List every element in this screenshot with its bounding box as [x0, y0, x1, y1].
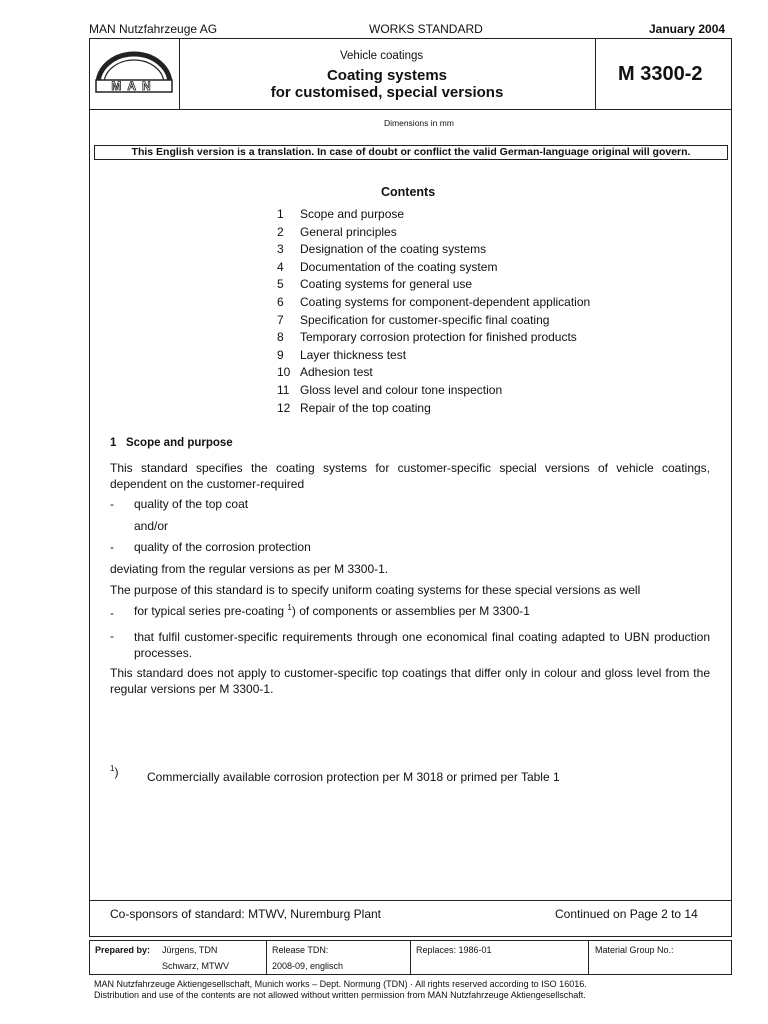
- man-logo: [94, 50, 174, 103]
- toc-number: 12: [277, 400, 291, 415]
- toc-number: 3: [277, 242, 284, 257]
- replaces-text: Replaces: 1986-01: [416, 945, 492, 955]
- prepared-name: Schwarz, MTWV: [162, 961, 230, 971]
- toc-entry: Adhesion test: [300, 365, 373, 380]
- toc-number: 1: [277, 207, 284, 221]
- bullet-text: for typical series pre-coating $^1$) of components or assemblies per M 3300-1: [134, 603, 530, 618]
- dimensions-note: Dimensions in mm: [384, 118, 454, 128]
- footnote-ref: 1: [287, 603, 292, 612]
- release-label: Release TDN:: [272, 945, 329, 955]
- toc-entry: Layer thickness test: [300, 347, 407, 362]
- cosponsors: Co-sponsors of standard: MTWV, Nuremburg Plant: [110, 907, 382, 921]
- toc-number: 10: [277, 365, 291, 380]
- bullet-text: quality of the top coat: [134, 497, 249, 511]
- toc-number: 7: [277, 312, 284, 327]
- bullet-text: quality of the corrosion protection: [134, 540, 311, 554]
- toc-entry: Designation of the coating systems: [300, 242, 487, 257]
- company-name: MAN Nutzfahrzeuge AG: [89, 22, 218, 36]
- toc-entry: General principles: [300, 224, 397, 239]
- translation-notice: This English version is a translation. In case of doubt or conflict the valid German-language original will govern.: [94, 145, 728, 160]
- logo-text: MAN: [111, 79, 157, 93]
- contents-heading: Contents: [381, 185, 436, 199]
- toc-entry: Documentation of the coating system: [300, 259, 498, 274]
- paragraph: The purpose of this standard is to specify uniform coating systems for these special versions as well: [110, 583, 641, 597]
- legal-line: MAN Nutzfahrzeuge Aktiengesellschaft, Munich works – Dept. Normung (TDN) · All rights reserved according to ISO 16016.: [94, 979, 587, 989]
- section-heading: 1 Scope and purpose: [110, 437, 233, 449]
- paragraph: deviating from the regular versions as per M 3300-1.: [110, 562, 389, 576]
- prepared-name: Jürgens, TDN: [162, 945, 218, 955]
- toc-entry: Scope and purpose: [300, 207, 405, 221]
- title: Coating systems for customised, special versions: [270, 67, 504, 101]
- toc-number: 9: [277, 347, 284, 362]
- subject: Vehicle coatings: [340, 50, 424, 62]
- footnote-text: Commercially available corrosion protection per M 3018 or primed per Table 1: [147, 770, 560, 784]
- toc-entry: Specification for customer-specific final coating: [300, 312, 550, 327]
- document-type: WORKS STANDARD: [369, 22, 483, 36]
- legal-line: Distribution and use of the contents are not allowed without written permission from MAN Nutzfahrzeuge Aktiengesellschaft.: [94, 990, 586, 1000]
- footnote-mark: $^1$): [110, 764, 119, 779]
- bullet-text: that fulfil customer-specific requirements through one economical final coating adapted to UBN production processes.: [134, 630, 710, 660]
- toc-entry: Coating systems for component-dependent application: [300, 295, 591, 309]
- toc-entry: Repair of the top coating: [300, 400, 431, 415]
- paragraph: This standard specifies the coating systems for customer-specific special versions of vehicle coatings, dependent on the customer-required: [110, 461, 710, 491]
- bullet-dash: -: [110, 540, 114, 554]
- standard-number: M 3300-2: [618, 63, 703, 85]
- toc-number: 4: [277, 259, 284, 274]
- and-or-text: and/or: [134, 519, 169, 533]
- toc-number: 5: [277, 277, 284, 292]
- continued-note: Continued on Page 2 to 14: [555, 907, 698, 921]
- prepared-label: Prepared by:: [95, 945, 151, 955]
- bullet-dash: -: [110, 629, 114, 643]
- toc-entry: Coating systems for general use: [300, 277, 473, 292]
- document-date: January 2004: [649, 22, 726, 36]
- toc-number: 11: [277, 383, 290, 397]
- paragraph: This standard does not apply to customer-specific top coatings that differ only in colour and gloss level from the regular versions per M 3300-1.: [110, 666, 710, 696]
- toc-number: 6: [277, 295, 284, 309]
- toc-number: 2: [277, 224, 284, 239]
- material-group: Material Group No.:: [595, 945, 674, 955]
- bullet-dash: -: [110, 606, 114, 620]
- bullet-dash: -: [110, 497, 114, 511]
- toc-entry: Gloss level and colour tone inspection: [300, 383, 503, 397]
- toc-entry: Temporary corrosion protection for finished products: [300, 330, 577, 345]
- toc-number: 8: [277, 330, 284, 345]
- release-value: 2008-09, englisch: [272, 961, 344, 971]
